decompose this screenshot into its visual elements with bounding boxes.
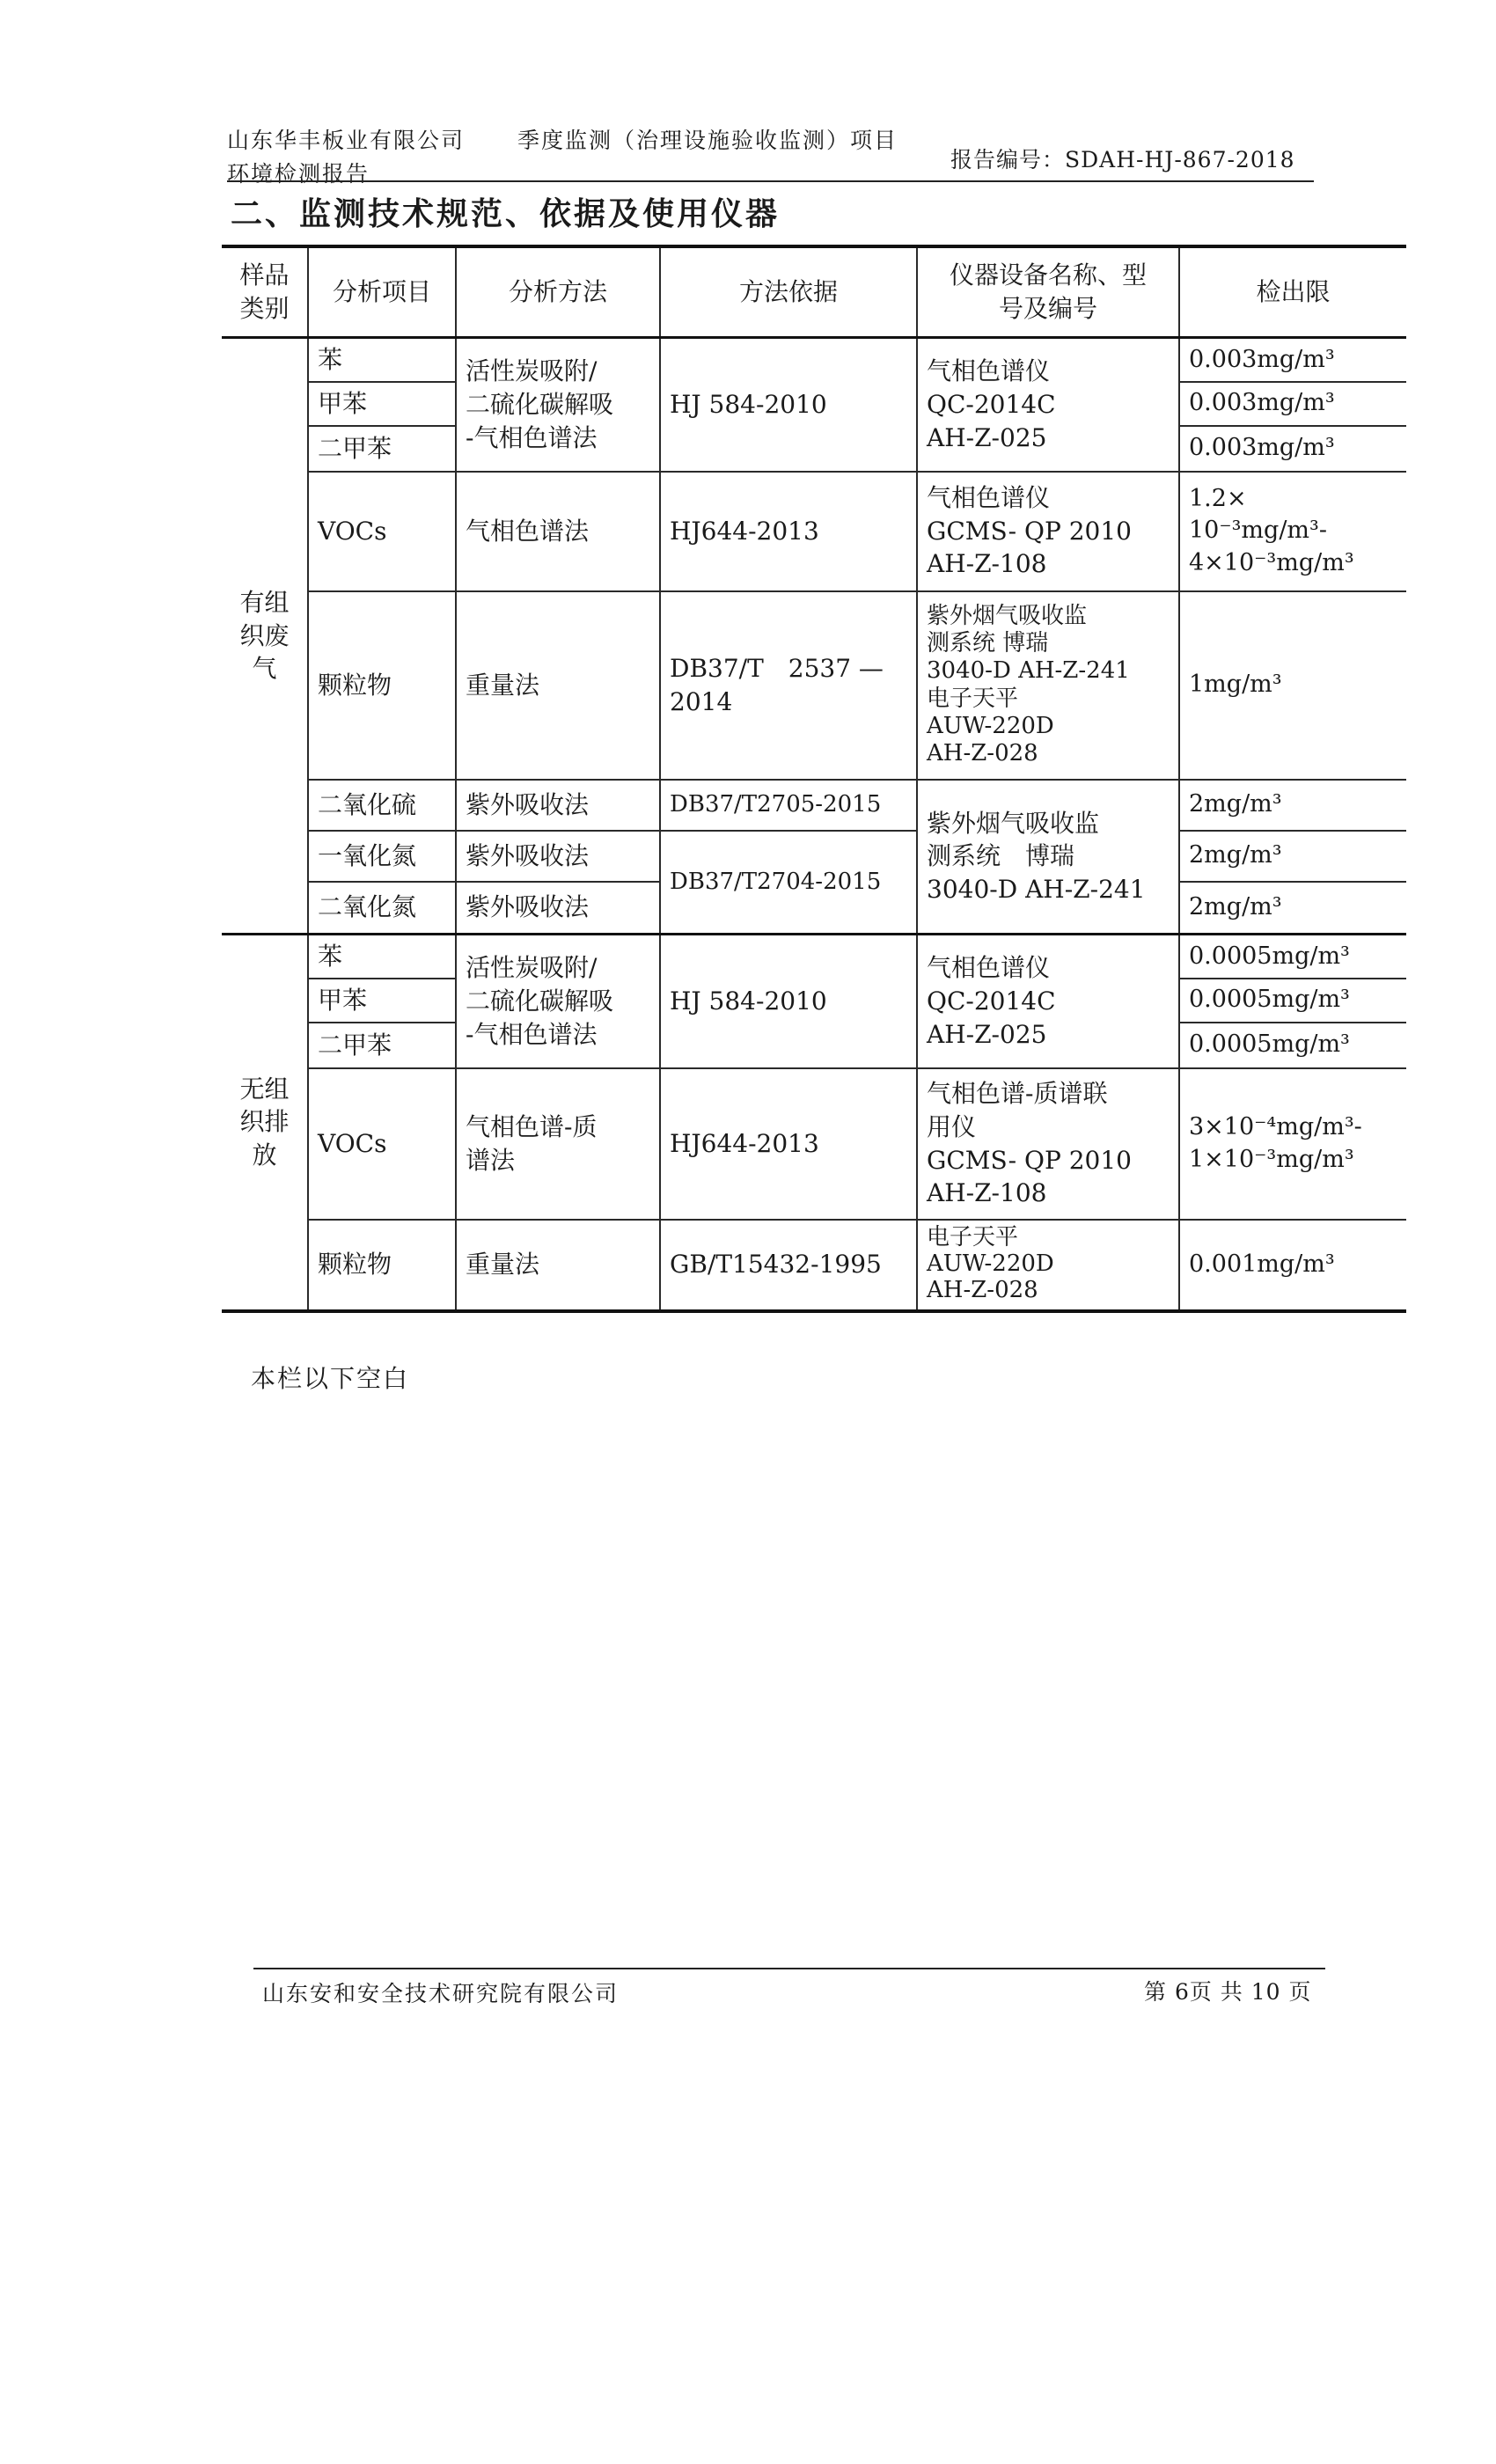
table-row <box>222 935 1406 979</box>
method-no: 紫外吸收法 <box>456 831 660 882</box>
table-row <box>222 472 1406 591</box>
basis-vocs: HJ644-2013 <box>660 472 917 591</box>
method-particulate: 重量法 <box>456 1220 660 1311</box>
instrument-vocs: 气相色谱-质谱联 用仪 GCMS- QP 2010 AH-Z-108 <box>917 1068 1179 1220</box>
item-benzene: 苯 <box>308 338 456 382</box>
report-number-label: 报告编号： <box>950 147 1066 172</box>
header-basis: 方法依据 <box>660 246 917 338</box>
footer-institute: 山东安和安全技术研究院有限公司 <box>262 1981 620 2006</box>
limit-so2: 2mg/m³ <box>1179 780 1406 831</box>
header-rule <box>227 180 1314 182</box>
instrument-vocs: 气相色谱仪 GCMS- QP 2010 AH-Z-108 <box>917 472 1179 591</box>
limit-particulate: 1mg/m³ <box>1179 591 1406 780</box>
item-so2: 二氧化硫 <box>308 780 456 831</box>
table-row <box>222 780 1406 831</box>
table-header-row <box>222 246 1406 338</box>
item-xylene: 二甲苯 <box>308 1023 456 1068</box>
instrument-benzene-group: 气相色谱仪 QC-2014C AH-Z-025 <box>917 935 1179 1068</box>
table-row <box>222 831 1406 882</box>
monitoring-spec-table <box>222 245 1406 1313</box>
method-benzene-group: 活性炭吸附/ 二硫化碳解吸 -气相色谱法 <box>456 338 660 472</box>
limit-xylene: 0.003mg/m³ <box>1179 426 1406 472</box>
item-benzene: 苯 <box>308 935 456 979</box>
header-limit: 检出限 <box>1179 246 1406 338</box>
item-vocs: VOCs <box>308 1068 456 1220</box>
limit-vocs: 1.2× 10⁻³mg/m³- 4×10⁻³mg/m³ <box>1179 472 1406 591</box>
basis-vocs: HJ644-2013 <box>660 1068 917 1220</box>
instrument-particulate: 电子天平 AUW-220D AH-Z-028 <box>917 1220 1179 1311</box>
limit-xylene: 0.0005mg/m³ <box>1179 1023 1406 1068</box>
table-row <box>222 1220 1406 1311</box>
project-name: 季度监测（治理设施验收监测）项目 <box>517 128 898 153</box>
method-particulate: 重量法 <box>456 591 660 780</box>
item-particulate: 颗粒物 <box>308 1220 456 1311</box>
item-no: 一氧化氮 <box>308 831 456 882</box>
basis-benzene-group: HJ 584-2010 <box>660 935 917 1068</box>
instrument-uv-analyzer: 紫外烟气吸收监 测系统 博瑞 3040-D AH-Z-241 <box>917 780 1179 935</box>
report-number-value: SDAH-HJ-867-2018 <box>1065 147 1295 172</box>
limit-particulate: 0.001mg/m³ <box>1179 1220 1406 1311</box>
header-method: 分析方法 <box>456 246 660 338</box>
item-xylene: 二甲苯 <box>308 426 456 472</box>
item-toluene: 甲苯 <box>308 382 456 426</box>
category-organized: 有组 织废 气 <box>222 338 308 935</box>
category-unorganized: 无组 织排 放 <box>222 935 308 1311</box>
method-no2: 紫外吸收法 <box>456 882 660 935</box>
item-no2: 二氧化氮 <box>308 882 456 935</box>
header-company-line <box>227 123 898 155</box>
header-item: 分析项目 <box>308 246 456 338</box>
basis-so2: DB37/T2705-2015 <box>660 780 917 831</box>
limit-benzene: 0.0005mg/m³ <box>1179 935 1406 979</box>
table-row <box>222 1068 1406 1220</box>
instrument-benzene-group: 气相色谱仪 QC-2014C AH-Z-025 <box>917 338 1179 472</box>
header-category: 样品 类别 <box>222 246 308 338</box>
table-row <box>222 338 1406 382</box>
item-particulate: 颗粒物 <box>308 591 456 780</box>
item-toluene: 甲苯 <box>308 979 456 1023</box>
table-row <box>222 591 1406 780</box>
header-instrument: 仪器设备名称、型 号及编号 <box>917 246 1179 338</box>
method-so2: 紫外吸收法 <box>456 780 660 831</box>
basis-particulate: GB/T15432-1995 <box>660 1220 917 1311</box>
limit-no: 2mg/m³ <box>1179 831 1406 882</box>
basis-nox: DB37/T2704-2015 <box>660 831 917 935</box>
basis-benzene-group: HJ 584-2010 <box>660 338 917 472</box>
method-vocs: 气相色谱-质 谱法 <box>456 1068 660 1220</box>
company-name: 山东华丰板业有限公司 <box>227 128 466 153</box>
blank-below-note: 本栏以下空白 <box>251 1364 410 1393</box>
item-vocs: VOCs <box>308 472 456 591</box>
report-number <box>950 143 1295 174</box>
method-benzene-group: 活性炭吸附/ 二硫化碳解吸 -气相色谱法 <box>456 935 660 1068</box>
basis-particulate: DB37/T 2537 — 2014 <box>660 591 917 780</box>
limit-vocs: 3×10⁻⁴mg/m³- 1×10⁻³mg/m³ <box>1179 1068 1406 1220</box>
method-vocs: 气相色谱法 <box>456 472 660 591</box>
instrument-particulate: 紫外烟气吸收监 测系统 博瑞 3040-D AH-Z-241 电子天平 AUW-220D AH-Z-028 <box>917 591 1179 780</box>
limit-toluene: 0.003mg/m³ <box>1179 382 1406 426</box>
section-title: 二、监测技术规范、依据及使用仪器 <box>231 195 781 232</box>
report-type: 环境检测报告 <box>227 161 370 187</box>
limit-toluene: 0.0005mg/m³ <box>1179 979 1406 1023</box>
limit-benzene: 0.003mg/m³ <box>1179 338 1406 382</box>
footer-rule <box>253 1968 1325 1969</box>
footer-page-number: 第 6页 共 10 页 <box>1144 1979 1312 2005</box>
limit-no2: 2mg/m³ <box>1179 882 1406 935</box>
